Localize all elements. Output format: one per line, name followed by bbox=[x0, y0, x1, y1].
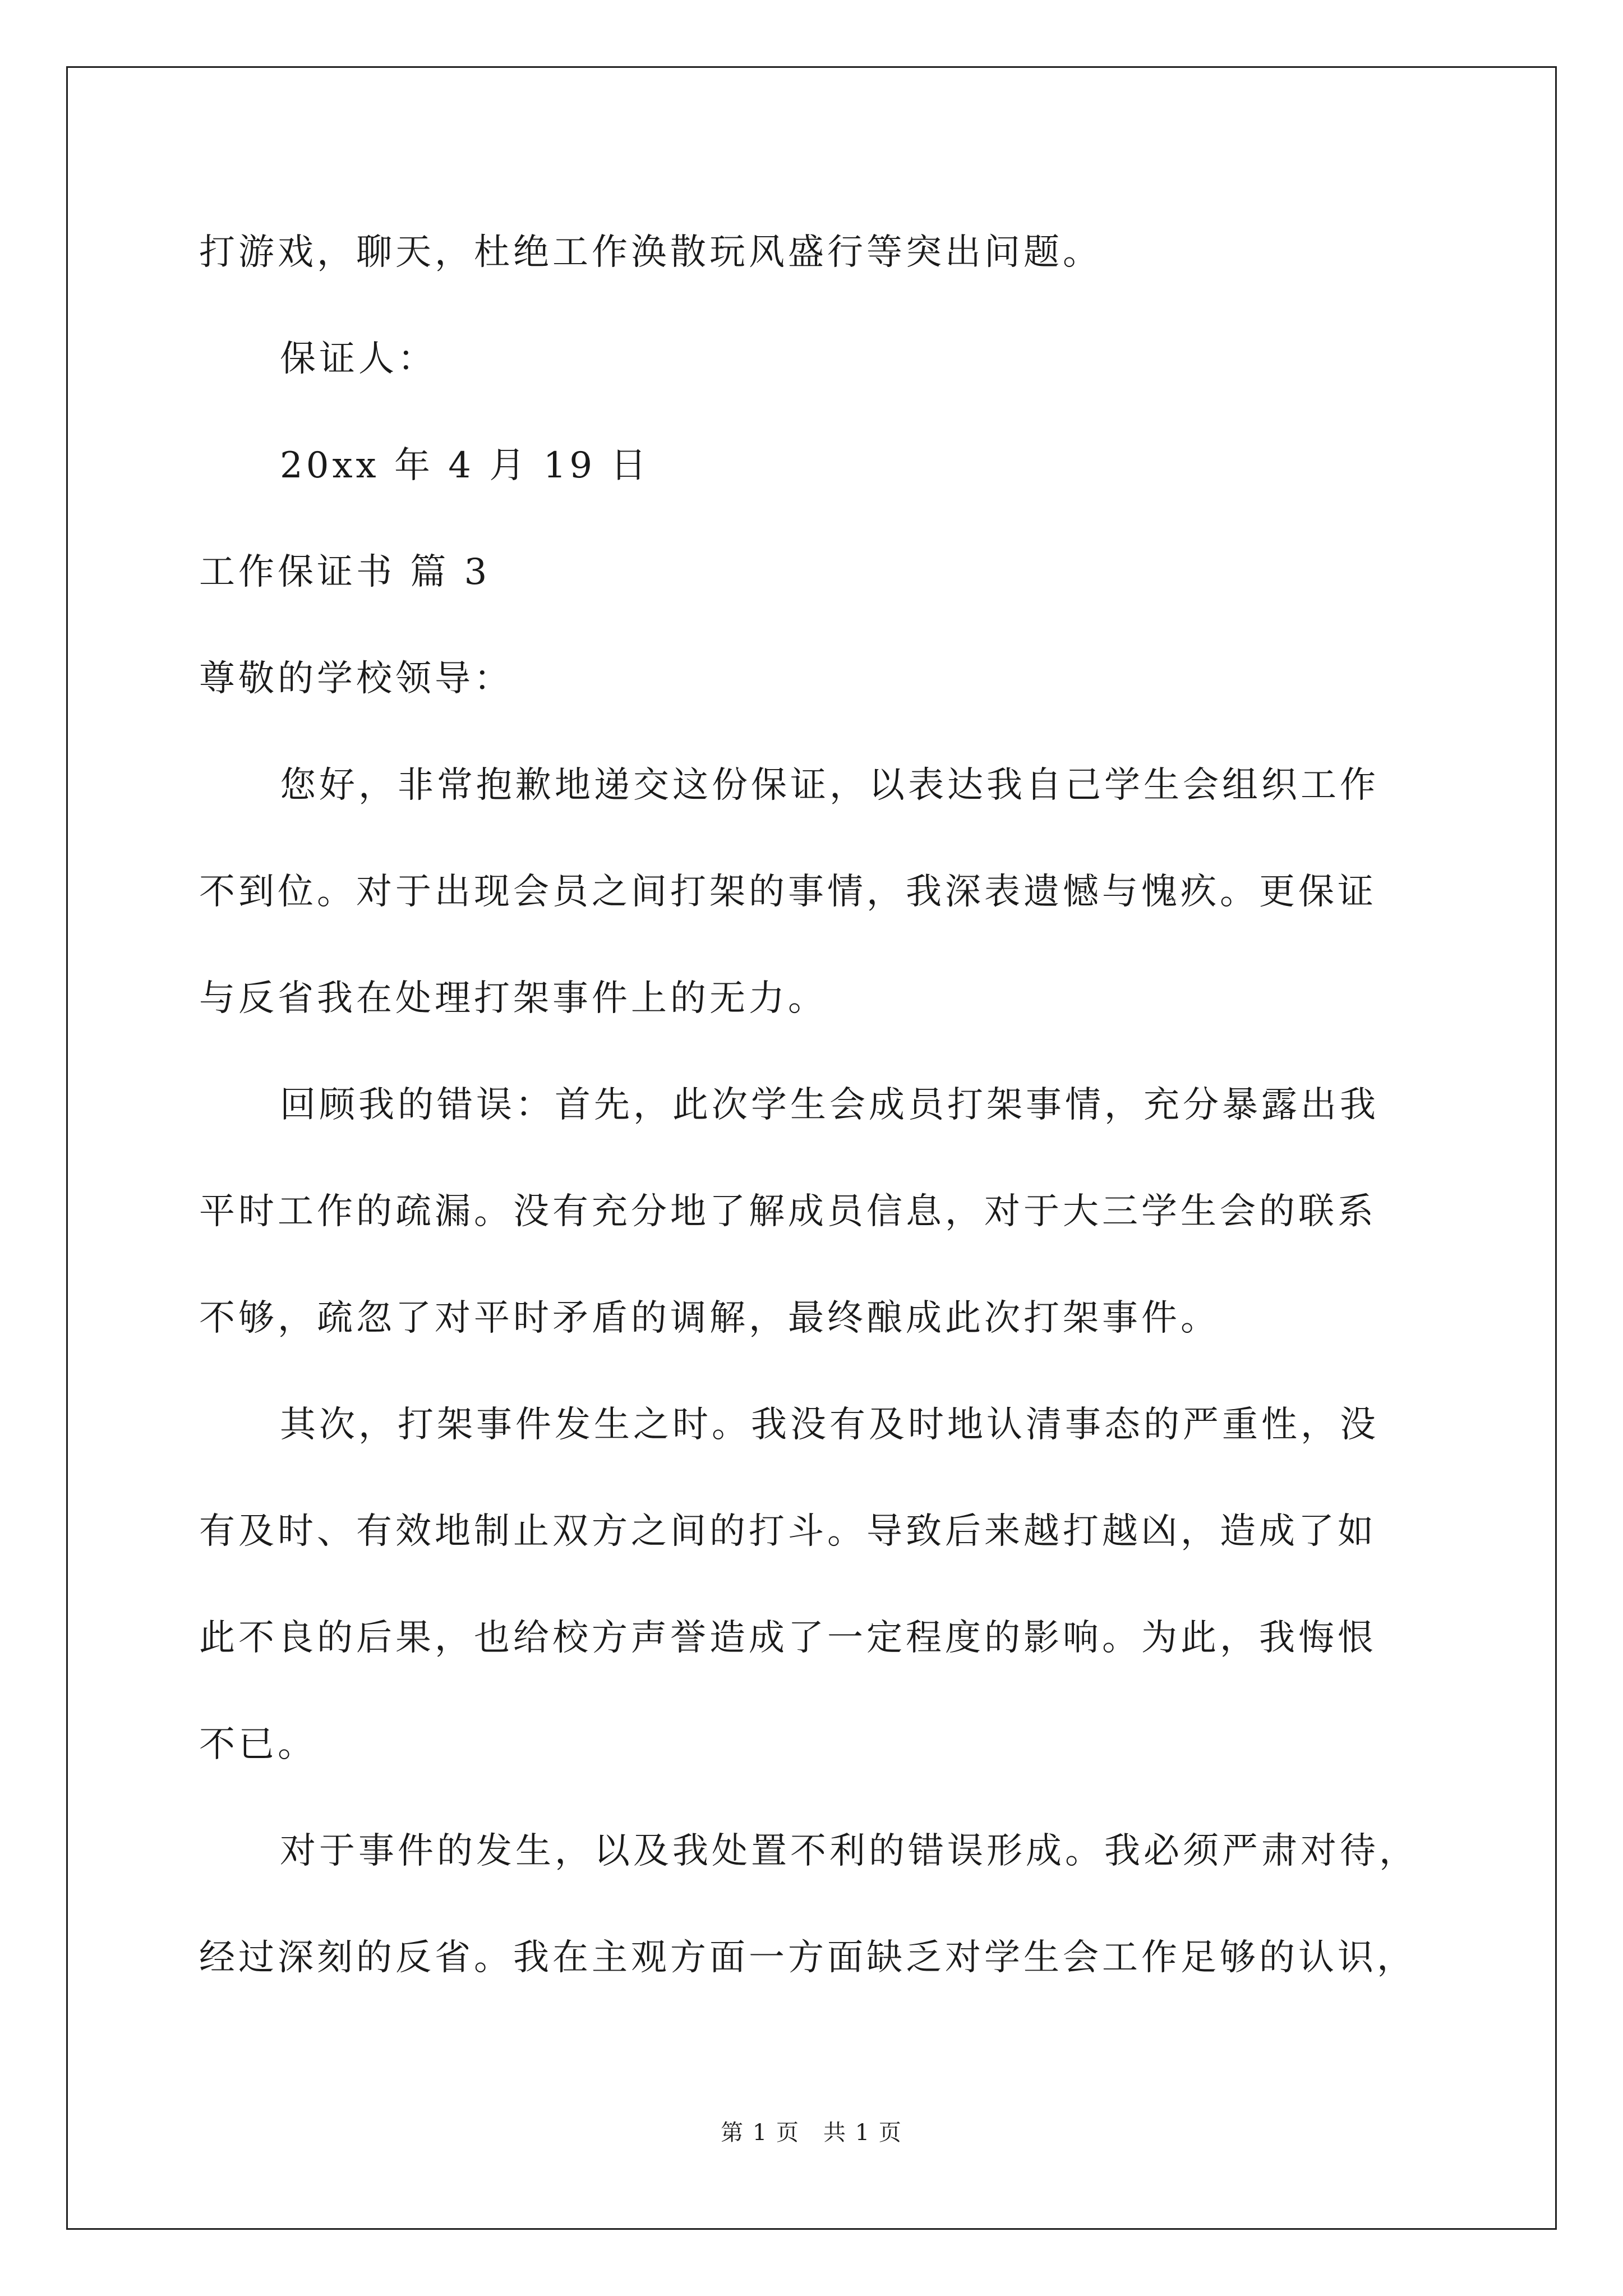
page-border bbox=[66, 66, 1557, 2230]
text-line: 不到位。对于出现会员之间打架的事情，我深表遗憾与愧疚。更保证 bbox=[199, 871, 1377, 913]
text-line: 有及时、有效地制止双方之间的打斗。导致后来越打越凶，造成了如 bbox=[199, 1511, 1377, 1552]
text-line: 经过深刻的反省。我在主观方面一方面缺乏对学生会工作足够的认识， bbox=[199, 1937, 1416, 1978]
text-line: 此不良的后果，也给校方声誉造成了一定程度的影响。为此，我悔恨 bbox=[199, 1617, 1377, 1659]
text-line: 对于事件的发生，以及我处置不利的错误形成。我必须严肃对待， bbox=[280, 1830, 1418, 1872]
text-line: 回顾我的错误：首先，此次学生会成员打架事情，充分暴露出我 bbox=[280, 1084, 1379, 1126]
text-line: 其次，打架事件发生之时。我没有及时地认清事态的严重性，没 bbox=[280, 1404, 1379, 1446]
text-line: 平时工作的疏漏。没有充分地了解成员信息，对于大三学生会的联系 bbox=[199, 1191, 1377, 1232]
text-line: 不已。 bbox=[199, 1724, 317, 1765]
date-line: 20xx 年 4 月 19 日 bbox=[280, 445, 650, 486]
text-line: 与反省我在处理打架事件上的无力。 bbox=[199, 978, 827, 1019]
text-line: 您好，非常抱歉地递交这份保证，以表达我自己学生会组织工作 bbox=[280, 765, 1379, 806]
signer-label: 保证人： bbox=[280, 338, 437, 380]
text-line: 不够，疏忽了对平时矛盾的调解，最终酿成此次打架事件。 bbox=[199, 1297, 1220, 1339]
text-line: 打游戏，聊天，杜绝工作涣散玩风盛行等突出问题。 bbox=[199, 232, 1102, 273]
page-footer: 第 1 页 共 1 页 bbox=[721, 2120, 902, 2146]
salutation: 尊敬的学校领导： bbox=[199, 658, 513, 700]
section-heading: 工作保证书 篇 3 bbox=[199, 551, 491, 593]
